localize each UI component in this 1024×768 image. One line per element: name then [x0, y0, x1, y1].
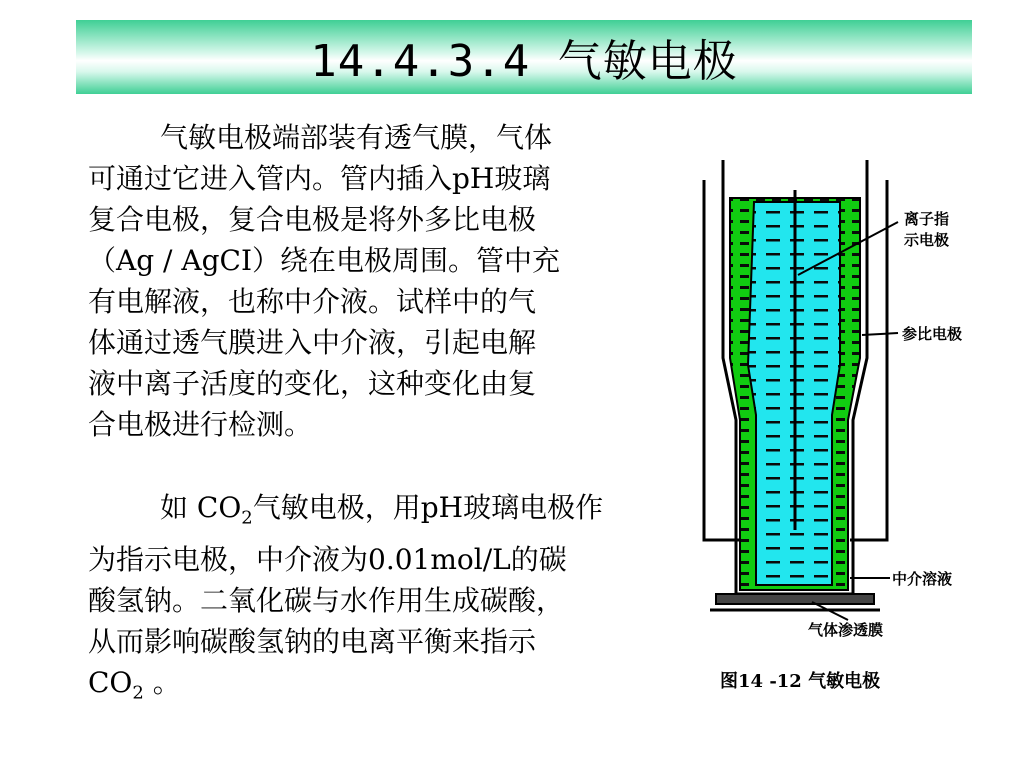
para1-line8: 合电极进行检测。: [88, 408, 313, 441]
figure-caption: 图14 -12 气敏电极: [720, 671, 881, 692]
para2-line5-b: 。: [143, 665, 181, 699]
para2-line1-b: 气敏电极，用pH玻璃电极作: [252, 491, 604, 524]
para1-line7: 液中离子活度的变化，这种变化由复: [88, 367, 537, 400]
label-reference-electrode: 参比电极: [902, 325, 963, 343]
paragraph-example: [88, 487, 658, 713]
para1-line1: 气敏电极端部装有透气膜，气体: [160, 121, 553, 154]
label-gas-membrane: 气体渗透膜: [808, 621, 884, 639]
para2-line2: 为指示电极，中介液为0.01mol/L的碳: [88, 542, 567, 576]
para2-line5-a: CO: [88, 665, 133, 699]
para2-line3: 酸氢钠。二氧化碳与水作用生成碳酸，: [88, 583, 565, 617]
para1-line4: （Ag / AgCI）绕在电极周围。管中充: [88, 244, 561, 277]
para1-line6: 体通过透气膜进入中介液，引起电解: [88, 326, 537, 359]
para2-line4: 从而影响碳酸氢钠的电离平衡来指示: [88, 624, 537, 658]
paragraph-intro: [88, 117, 658, 445]
gas-sensing-electrode-diagram: [690, 150, 990, 700]
para1-line3: 复合电极，复合电极是将外多比电极: [88, 203, 537, 236]
para2-line1-sub: 2: [241, 507, 253, 529]
label-ion-electrode-line1: 离子指: [904, 210, 950, 228]
label-ion-electrode-line2: 示电极: [904, 231, 950, 249]
para1-line2: 可通过它进入管内。管内插入pH玻璃: [88, 162, 551, 195]
title-bar: [76, 20, 972, 94]
para2-line5-sub: 2: [132, 682, 144, 704]
gas-membrane: [716, 594, 874, 604]
para2-line1-a: 如 CO: [160, 491, 242, 524]
label-medium-solution: 中介溶液: [892, 570, 953, 588]
slide-title: 14.4.3.4 气敏电极: [310, 36, 738, 87]
para1-line5: 有电解液，也称中介液。试样中的气: [88, 285, 537, 318]
